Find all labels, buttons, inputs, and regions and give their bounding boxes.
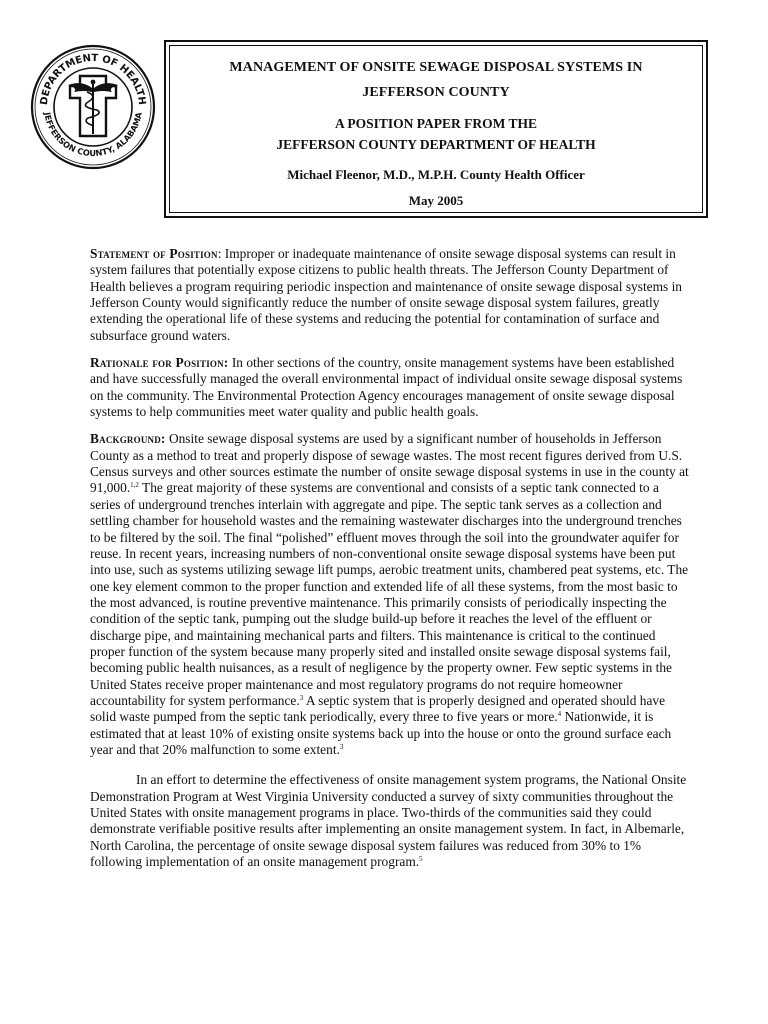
author-line: Michael Fleenor, M.D., M.P.H. County Health Officer [287, 167, 585, 182]
background-paragraph [90, 431, 690, 758]
statement-of-position-paragraph [90, 246, 690, 344]
document-title [170, 55, 702, 105]
date-line: May 2005 [408, 193, 464, 208]
title-box [164, 40, 708, 218]
effort-paragraph [90, 772, 690, 870]
document-subtitle [170, 113, 702, 155]
rationale-text: In other sections of the country, onsite management systems have been established and have successfully managed the overall environmental impact of individual onsite sewage disposal systems on the community. The Environmental Protection Agency encourages management of onsite sewage disposal systems to help communities meet water quality and public health goals. [90, 355, 683, 420]
subtitle-line-2: JEFFERSON COUNTY DEPARTMENT OF HEALTH [276, 137, 596, 152]
rationale-heading: Rationale for Position: [90, 355, 229, 371]
footnote-ref: 1,2 [130, 481, 139, 490]
footnote-ref: 4 [557, 710, 562, 719]
background-text-b: The great majority of these systems are conventional and consists of a septic tank connected to a series of underground trenches interlain with aggregate and pipe. The septic tank serves as a collection and settling chamber for household wastes and the remaining wastewater discharges into the underground trenches to be filtered by the soil. The final “polished” effluent moves through the soil into the groundwater aquifer for reuse. In recent years, increasing numbers of non-conventional onsite sewage disposal systems have been put into use, such as systems utilizing sewage lift pumps, aerobic treatment units, chambered peat systems, etc. The one key element common to the proper function and extended life of all these systems, from the most basic to the most advanced, is routine preventive maintenance. This primarily consists of periodically inspecting the condition of the septic tank, pumping out the sludge build-up before it reaches the level of the effluent or discharge pipe, and maintaining mechanical parts and filters. This maintenance is critical to the continued proper function of the system because many properly sited and installed onsite sewage disposal systems fail, becoming public health nuisances, as a result of negligence by the property owner. Few septic systems in the United States receive proper maintenance and most regulatory programs do not require homeowner accountability for system performance. [90, 480, 689, 708]
seal-bottom-text: JEFFERSON COUNTY, ALABAMA [42, 111, 144, 159]
background-text-c: A septic system that is properly designed and operated should have solid waste pumped from the septic tank periodically, every three to five years or more. [90, 692, 666, 725]
rationale-paragraph [90, 355, 690, 420]
footnote-ref: 5 [419, 855, 423, 864]
footnote-ref: 3 [339, 742, 344, 751]
background-text-a: Onsite sewage disposal systems are used by a significant number of households in Jefferson County as a method to treat and properly dispose of sewage wastes. The most recent figures derived from U.S. Census surveys and other sources estimate the number of onsite sewage disposal systems in use in the county at 91,000. [90, 431, 689, 496]
document-title-line-2: JEFFERSON COUNTY [362, 85, 510, 100]
document-body [90, 246, 690, 881]
department-of-health-seal [30, 44, 156, 170]
footnote-ref: 3 [299, 693, 304, 702]
background-heading: Background: [90, 431, 166, 447]
subtitle-line-1: A POSITION PAPER FROM THE [334, 116, 538, 131]
background-text-d: Nationwide, it is estimated that at least 10% of existing onsite systems back up into the house or onto the ground surface each year and that 20% malfunction to some extent. [90, 709, 672, 757]
statement-heading: Statement of Position [90, 246, 218, 261]
effort-text: In an effort to determine the effectiveness of onsite management system programs, the National Onsite Demonstration Program at West Virginia University conducted a survey of sixty communities throughout the United States with onsite management programs in place. Two-thirds of the communities said they could demonstrate verifiable positive results after implementing an onsite management system. In fact, in Albemarle, North Carolina, the percentage of onsite sewage disposal system failures was reduced from 30% to 1% following implementation of an onsite management program. [90, 772, 687, 870]
document-title-line-1: MANAGEMENT OF ONSITE SEWAGE DISPOSAL SYSTEMS IN [229, 60, 643, 75]
title-box-inner [169, 45, 703, 213]
statement-text: : Improper or inadequate maintenance of onsite sewage disposal systems can result in system failures that potentially expose citizens to public health threats. The Jefferson County Department of Health believes a program requiring periodic inspection and maintenance of onsite sewage disposal systems in Jefferson County would significantly reduce the number of onsite sewage disposal system failures, greatly extending the operational life of these systems and reducing the potential for contamination of surface and subsurface ground waters. [90, 246, 682, 343]
seal-top-text: DEPARTMENT OF HEALTH [38, 52, 148, 106]
